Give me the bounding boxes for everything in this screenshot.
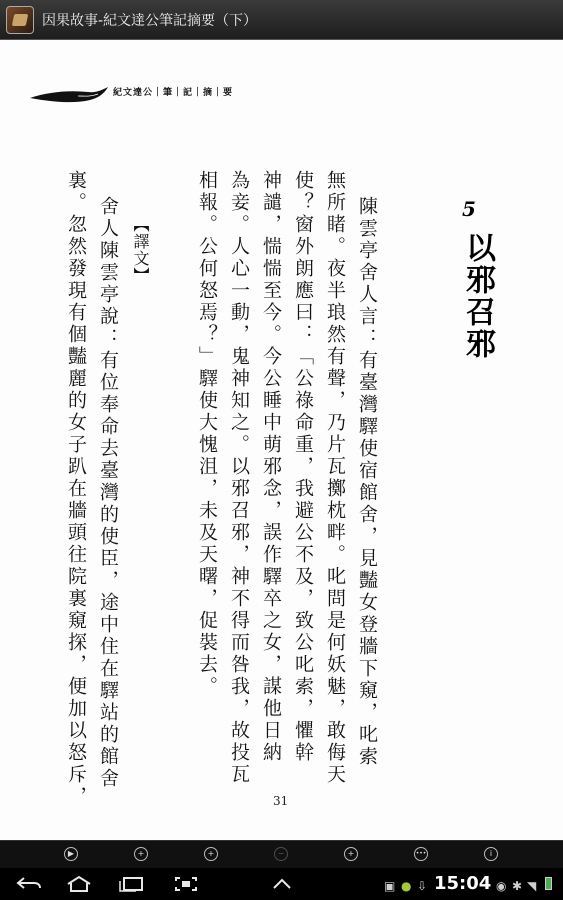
reader-toolbar <box>0 840 563 868</box>
back-icon[interactable] <box>16 876 42 892</box>
quill-pen-icon <box>28 84 110 110</box>
add-icon[interactable]: + <box>204 847 218 861</box>
page-number: 31 <box>273 794 289 808</box>
chapter-number: 5 <box>462 197 476 221</box>
battery-icon <box>545 877 552 890</box>
recent-apps-icon[interactable] <box>118 876 144 892</box>
gallery-notification-icon: ▣ <box>384 879 396 893</box>
text-column: 相報。公何怒焉？」驛使大愧沮，未及天曙，促裝去。 <box>196 170 218 698</box>
download-notification-icon: ⇩ <box>417 879 428 893</box>
text-column: 無所睹。夜半琅然有聲，乃片瓦擲枕畔。叱問是何妖魅，敢侮天 <box>324 170 346 786</box>
play-icon[interactable]: ▶ <box>64 847 78 861</box>
book-app-icon[interactable] <box>6 6 34 34</box>
clock: 15:04 <box>434 873 492 894</box>
chevron-up-icon[interactable] <box>272 878 292 890</box>
remove-icon[interactable]: − <box>274 847 288 861</box>
app-title: 因果故事-紀文達公筆記摘要（下） <box>42 13 258 29</box>
text-column: 陳雲亭舍人言：有臺灣驛使宿館舍，見豔女登牆下窺，叱索 <box>356 196 378 768</box>
eye-icon: ◉ <box>496 879 507 893</box>
add-icon[interactable]: + <box>344 847 358 861</box>
text-column: 神譴，惴惴至今。今公睡中萌邪念，誤作驛卒之女，謀他日納 <box>260 170 282 764</box>
text-column: 使？窗外朗應曰：「公祿命重，我避公不及，致公叱索，懼幹 <box>292 170 314 764</box>
wifi-icon: ◥ <box>527 879 537 893</box>
book-header: 紀文達公｜筆｜記｜摘｜要 <box>113 88 234 98</box>
add-icon[interactable]: + <box>134 847 148 861</box>
text-column: 舍人陳雲亭說：有位奉命去臺灣的使臣，途中住在驛站的館舍 <box>97 196 119 790</box>
title-bar <box>0 0 563 40</box>
chapter-title: 以邪召邪 <box>460 232 495 360</box>
bluetooth-icon: ✱ <box>512 879 523 893</box>
text-column: 為妾。人心一動，鬼神知之。以邪召邪，神不得而咎我，故投瓦 <box>228 170 250 786</box>
home-icon[interactable] <box>66 875 92 893</box>
screenshot-icon[interactable] <box>174 876 198 892</box>
text-column: 裏。忽然發現有個豔麗的女子趴在牆頭往院裏窺探，便加以怒斥， <box>65 170 87 808</box>
book-page[interactable] <box>0 40 563 840</box>
info-icon[interactable]: i <box>484 847 498 861</box>
translation-label: 【譯文】 <box>131 216 150 284</box>
more-icon[interactable]: ••• <box>414 847 428 861</box>
android-notification-icon: ● <box>401 879 412 893</box>
